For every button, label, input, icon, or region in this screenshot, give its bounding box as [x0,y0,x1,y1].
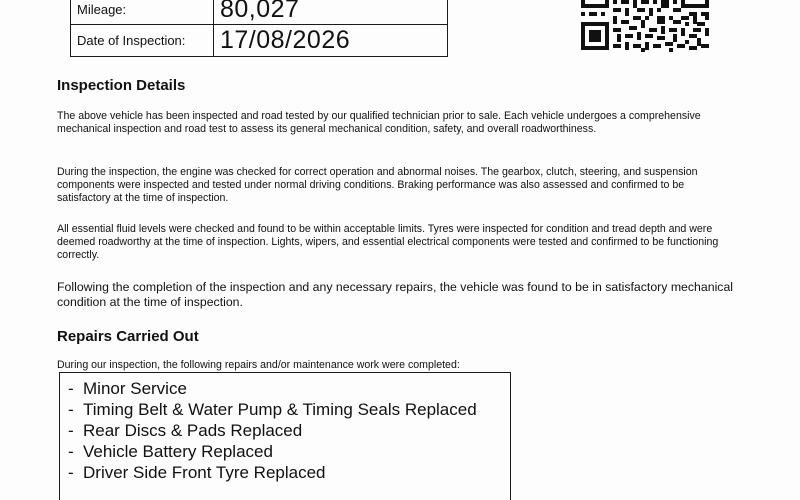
repair-item-label: Vehicle Battery Replaced [83,442,273,461]
repair-item-label: Rear Discs & Pads Replaced [83,421,303,440]
inspection-date-value: 17/08/2026 [214,25,448,57]
inspection-date-label: Date of Inspection: [71,25,214,57]
repair-item-front-tyre [68,462,510,483]
vehicle-info-table [70,0,448,57]
repair-item-battery [68,441,510,462]
repair-item-minor-service [68,378,510,399]
repair-item-rear-discs [68,420,510,441]
repairs-list-box [59,372,511,500]
inspection-paragraph-3: All essential fluid levels were checked and found to be within acceptable limits. Tyres were inspected for condition and tread depth and were deemed roadworthy at the time of inspection. Lights, wipers, and essential electrical components were tested and confirmed to be functioning correctly. [57,223,719,262]
repairs-list [60,373,510,483]
mileage-row [71,0,448,25]
repairs-heading: Repairs Carried Out [57,328,199,345]
inspection-paragraph-4: Following the completion of the inspection and any necessary repairs, the vehicle was found to be in satisfactory mechanical condition at the time of inspection. [57,280,734,309]
qr-code-icon [580,0,710,52]
repair-item-dash: - [68,442,74,461]
inspection-paragraph-1: The above vehicle has been inspected and road tested by our qualified technician prior to sale. Each vehicle undergoes a comprehensive mechanical inspection and road test to assess its general mechanical condition, safety, and overall roadworthiness. [57,110,701,136]
mileage-value: 80,027 [214,0,448,25]
repair-item-timing-belt [68,399,510,420]
inspection-date-row [71,25,448,57]
repairs-intro: During our inspection, the following repairs and/or maintenance work were completed: [57,359,460,371]
repair-item-dash: - [68,400,74,419]
repair-item-dash: - [68,379,74,398]
inspection-details-heading: Inspection Details [57,77,186,94]
repair-item-dash: - [68,463,74,482]
repair-item-dash: - [68,421,74,440]
inspection-paragraph-2: During the inspection, the engine was checked for correct operation and abnormal noises. The gearbox, clutch, steering, and suspension components were inspected and tested under normal driving conditions. Braking performance was also assessed and confirmed to be satisfactory at the time of inspection. [57,166,698,205]
repair-item-label: Driver Side Front Tyre Replaced [83,463,326,482]
mileage-label: Mileage: [71,0,214,25]
repair-item-label: Timing Belt & Water Pump & Timing Seals Replaced [83,400,477,419]
repair-item-label: Minor Service [83,379,187,398]
